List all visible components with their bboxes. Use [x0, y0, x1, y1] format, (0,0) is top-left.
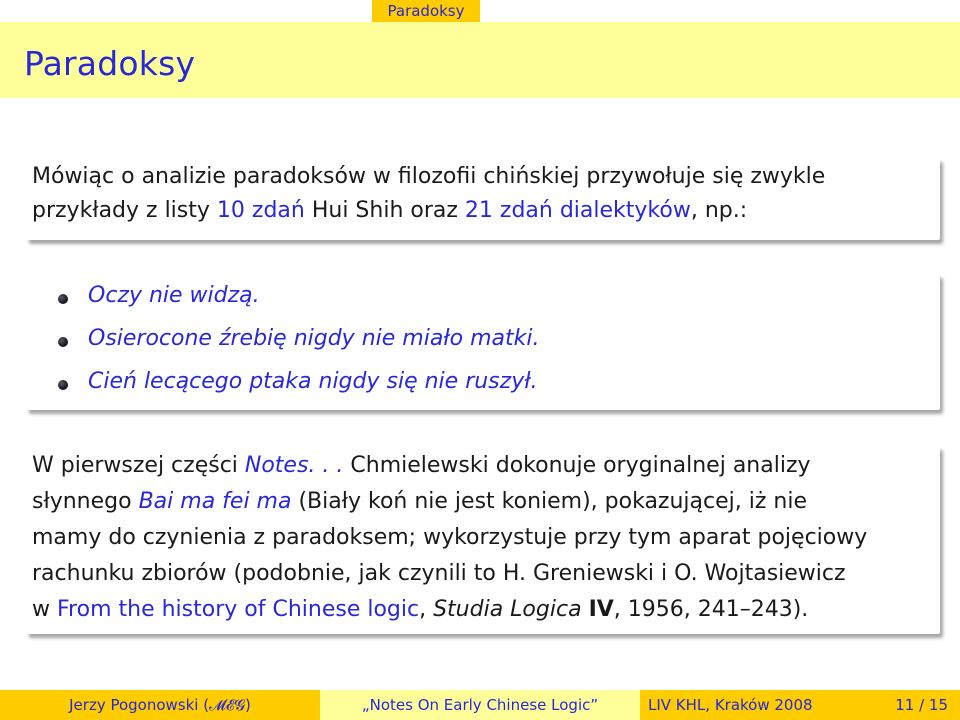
footer-info	[640, 690, 960, 720]
bullet-icon	[58, 380, 68, 390]
link-21-zdan[interactable]: 21 zdań dialektyków	[464, 198, 691, 223]
intro-text: Hui Shih oraz	[304, 198, 465, 223]
analysis-text: ,	[419, 597, 434, 622]
analysis-line-2	[32, 489, 807, 514]
analysis-text: (Biały koń nie jest koniem), pokazującej, iż nie	[291, 489, 807, 514]
top-navigation-bar	[0, 0, 960, 22]
footer-page-number: 11 / 15	[895, 696, 948, 714]
analysis-text: , 1956, 241–243).	[613, 597, 809, 622]
footer-author[interactable]: Jerzy Pogonowski (𝓜𝓔𝓖)	[0, 690, 320, 720]
intro-block	[26, 158, 940, 240]
link-10-zdan[interactable]: 10 zdań	[216, 198, 305, 223]
example-item-3: Cień lecącego ptaka nigdy się nie ruszył.	[88, 369, 538, 394]
footer-title[interactable]: „Notes On Early Chinese Logic”	[320, 690, 640, 720]
intro-text: przykłady z listy	[32, 198, 217, 223]
analysis-line-3: mamy do czynienia z paradoksem; wykorzystuje przy tym aparat pojęciowy	[32, 525, 868, 550]
frame-title-bar	[0, 22, 960, 98]
intro-line-1: Mówiąc o analizie paradoksów w filozofii chińskiej przywołuje się zwykle	[32, 164, 826, 189]
bullet-icon	[58, 337, 68, 347]
analysis-text	[582, 597, 589, 622]
example-item-1: Oczy nie widzą.	[88, 283, 260, 308]
journal-name: Studia Logica	[433, 597, 582, 622]
analysis-text: Chmielewski dokonuje oryginalnej analizy	[343, 453, 811, 478]
footer-bar	[0, 690, 960, 720]
section-tab-paradoksy[interactable]: Paradoksy	[372, 0, 480, 22]
frame-title: Paradoksy	[24, 44, 196, 83]
analysis-line-4: rachunku zbiorów (podobnie, jak czynili to H. Greniewski i O. Wojtasiewicz	[32, 561, 846, 586]
analysis-text: W pierwszej części	[32, 453, 245, 478]
example-item-2: Osierocone źrebię nigdy nie miało matki.	[88, 326, 540, 351]
footer-venue: LIV KHL, Kraków 2008	[648, 696, 813, 714]
link-notes[interactable]: Notes. . .	[244, 453, 344, 478]
analysis-line-5	[32, 597, 808, 622]
examples-block	[26, 274, 940, 410]
link-from-the-history[interactable]: From the history of Chinese logic	[57, 597, 420, 622]
link-bai-ma-fei-ma[interactable]: Bai ma fei ma	[138, 489, 292, 514]
analysis-line-1	[32, 453, 811, 478]
analysis-text: w	[32, 597, 57, 622]
analysis-block	[26, 446, 940, 634]
intro-text: , np.:	[690, 198, 748, 223]
bullet-icon	[58, 294, 68, 304]
journal-volume: IV	[588, 597, 614, 622]
analysis-text: słynnego	[32, 489, 139, 514]
intro-line-2	[32, 198, 747, 223]
